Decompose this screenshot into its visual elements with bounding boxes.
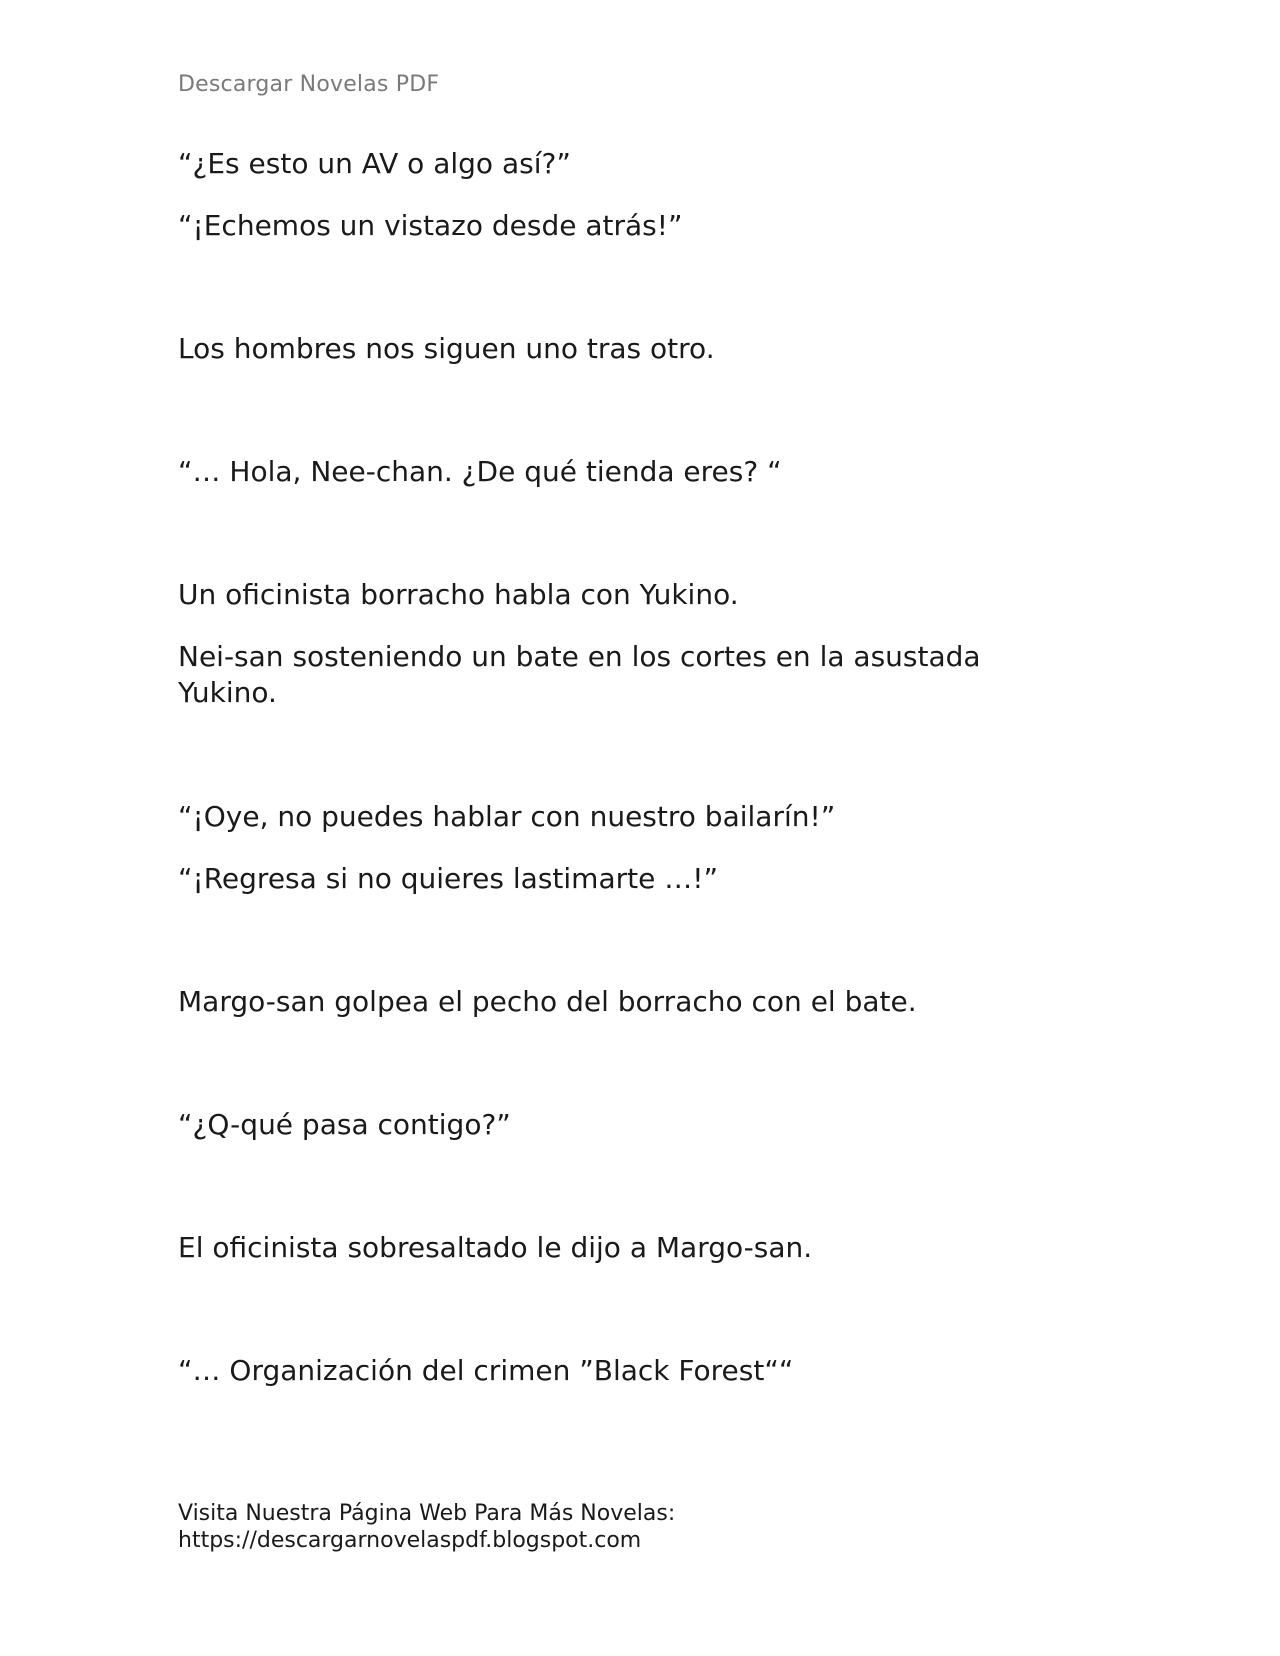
paragraph-1: “¿Es esto un AV o algo así?” xyxy=(178,147,571,180)
paragraph-9: Margo-san golpea el pecho del borracho con el bate. xyxy=(178,985,917,1018)
footer-promo-text: Visita Nuestra Página Web Para Más Novelas: xyxy=(178,1501,676,1526)
site-footer xyxy=(178,1500,675,1554)
paragraph-7: “¡Oye, no puedes hablar con nuestro bailarín!” xyxy=(178,800,836,833)
site-header-label: Descargar Novelas PDF xyxy=(178,72,440,97)
footer-url-link[interactable]: https://descargarnovelaspdf.blogspot.com xyxy=(178,1528,642,1553)
paragraph-6: Nei-san sosteniendo un bate en los cortes en la asustada Yukino. xyxy=(178,640,990,709)
paragraph-8: “¡Regresa si no quieres lastimarte …!” xyxy=(178,862,718,895)
paragraph-10: “¿Q-qué pasa contigo?” xyxy=(178,1108,511,1141)
paragraph-2: “¡Echemos un vistazo desde atrás!” xyxy=(178,209,683,242)
paragraph-4: “… Hola, Nee-chan. ¿De qué tienda eres? “ xyxy=(178,455,782,488)
paragraph-11: El oficinista sobresaltado le dijo a Margo-san. xyxy=(178,1231,813,1264)
paragraph-12: “… Organización del crimen ”Black Forest““ xyxy=(178,1354,794,1387)
paragraph-3: Los hombres nos siguen uno tras otro. xyxy=(178,332,715,365)
paragraph-5: Un oficinista borracho habla con Yukino. xyxy=(178,578,739,611)
